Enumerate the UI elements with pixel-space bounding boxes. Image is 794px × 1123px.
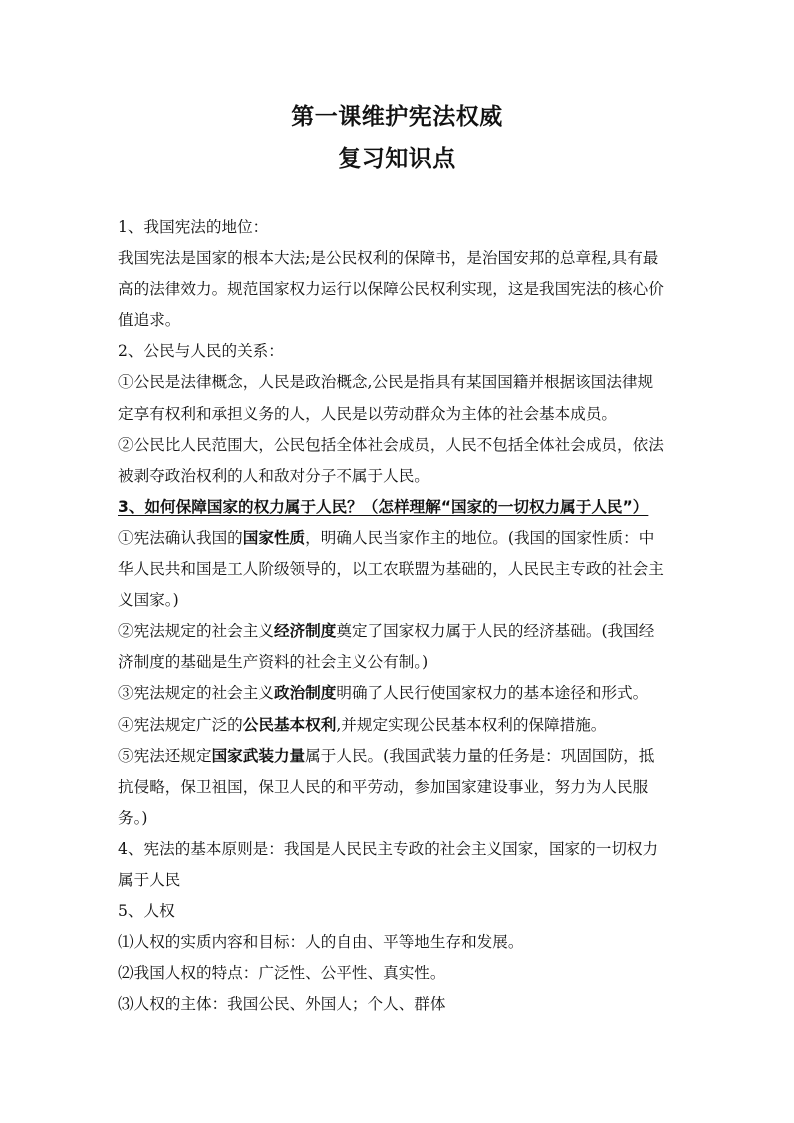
bold-key-term: 公民基本权利 [242, 715, 337, 734]
text-segment: ,并规定实现公民基本权利的保障措施。 [336, 715, 607, 734]
paragraph-line [118, 678, 683, 709]
paragraph-line: ⑵我国人权的特点：广泛性、公平性、真实性。 [118, 964, 446, 983]
text-segment: ②宪法规定的社会主义 [118, 622, 274, 641]
paragraph-line [118, 741, 683, 772]
section-heading-2: 2、公民与人民的关系： [118, 342, 284, 361]
paragraph-line: 定享有权利和承担义务的人，人民是以劳动群众为主体的社会基本成员。 [118, 404, 618, 423]
document-body [118, 212, 683, 1020]
page-subtitle: 复习知识点 [338, 146, 456, 172]
section-heading-1: 1、我国宪法的地位： [118, 218, 269, 236]
section-heading-3: 3、如何保障国家的权力属于人民？（怎样理解“国家的一切权力属于人民”） [118, 497, 649, 516]
paragraph-line [118, 616, 683, 647]
text-segment: ①宪法确认我国的 [118, 528, 243, 547]
paragraph-line: 被剥夺政治权利的人和敌对分子不属于人民。 [118, 466, 430, 485]
bold-key-term: 国家性质 [242, 528, 306, 547]
text-segment: 属于人民。(我国武装力量的任务是：巩固国防，抵 [305, 746, 655, 765]
bold-key-term: 政治制度 [273, 684, 337, 703]
paragraph-line: 抗侵略，保卫祖国，保卫人民的和平劳动，参加国家建设事业，努力为人民服 [118, 777, 649, 796]
text-segment: 奠定了国家权力属于人民的经济基础。(我国经 [336, 622, 655, 641]
text-segment: ④宪法规定广泛的 [118, 715, 243, 734]
section-heading-5: 5、人权 [118, 902, 175, 921]
text-segment: ③宪法规定的社会主义 [118, 684, 274, 703]
paragraph-line: 济制度的基础是生产资料的社会主义公有制。) [118, 653, 429, 672]
paragraph-line: ⑶人权的主体：我国公民、外国人；个人、群体 [118, 995, 446, 1014]
bold-key-term: 国家武装力量 [211, 746, 306, 765]
paragraph-line [118, 710, 683, 741]
paragraph-line: ⑴人权的实质内容和目标：人的自由、平等地生存和发展。 [118, 933, 524, 952]
paragraph-line: ①公民是法律概念，人民是政治概念,公民是指具有某国国籍并根据该国法律规 [118, 373, 654, 392]
text-segment: ，明确人民当家作主的地位。(我国的国家性质：中 [305, 528, 655, 547]
paragraph-line: 属于人民 [118, 870, 181, 889]
text-segment: 明确了人民行使国家权力的基本途径和形式。 [336, 684, 649, 703]
paragraph-line: 高的法律效力。规范国家权力运行以保障公民权利实现，这是我国宪法的核心价 [118, 280, 664, 299]
paragraph-line: 我国宪法是国家的根本大法;是公民权利的保障书，是治国安邦的总章程,具有最 [118, 249, 659, 268]
paragraph-line [118, 523, 683, 554]
bold-key-term: 经济制度 [273, 622, 337, 641]
paragraph-line: ②公民比人民范围大，公民包括全体社会成员，人民不包括全体社会成员，依法 [118, 435, 664, 454]
paragraph-line: 务。) [118, 808, 148, 827]
text-segment: ⑤宪法还规定 [118, 746, 212, 765]
paragraph-line: 值追求。 [118, 311, 181, 330]
page-title: 第一课维护宪法权威 [291, 104, 503, 130]
paragraph-line: 义国家。) [118, 591, 179, 610]
paragraph-line: 华人民共和国是工人阶级领导的，以工农联盟为基础的，人民民主专政的社会主 [118, 560, 664, 579]
section-heading-4: 4、宪法的基本原则是：我国是人民民主专政的社会主义国家，国家的一切权力 [118, 839, 659, 858]
